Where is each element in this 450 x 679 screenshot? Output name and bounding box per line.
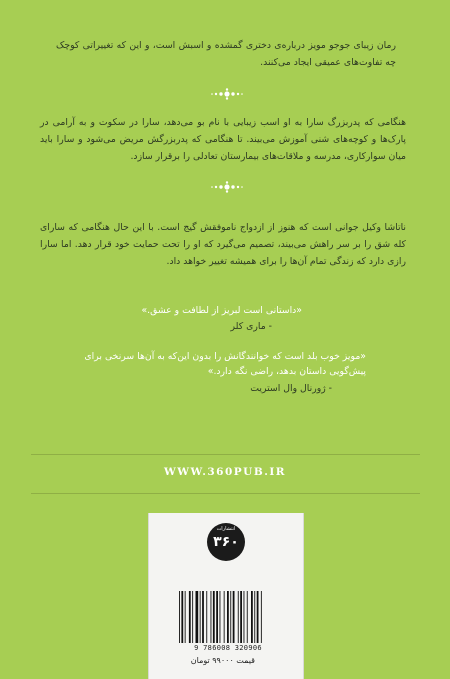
review-quote-2-author: - ژورنال وال استریت xyxy=(250,383,332,394)
synopsis-paragraph-3: ناتاشا وکیل جوانی است که هنوز از ازدواج ناموفقش گیج است. با این حال هنگامی که سارای کله شق را بر سر راهش می‌بیند، تصمیم می‌گیرد که او را تحت حمایت خود قرار دهد. اما سارا رازی دارد که زندگی تمام آن‌ها را برای همیشه تغییر خواهد داد. xyxy=(40,222,406,267)
barcode-bar xyxy=(179,591,180,643)
isbn-number: 9 786008 320906 xyxy=(194,644,262,652)
barcode-bar xyxy=(230,591,231,643)
divider-line-top xyxy=(31,454,420,455)
barcode-bar xyxy=(192,591,193,643)
barcode-bar xyxy=(233,591,235,643)
barcode-bar xyxy=(181,591,183,643)
barcode xyxy=(177,591,277,643)
barcode-bar xyxy=(189,591,191,643)
barcode-bar xyxy=(202,591,204,643)
floral-divider-icon xyxy=(210,88,244,100)
barcode-bar xyxy=(216,591,218,643)
barcode-bar xyxy=(196,591,199,643)
barcode-bar xyxy=(244,591,245,643)
barcode-bar xyxy=(224,591,225,643)
review-quote-1: «داستانی است لبریز از لطافت و عشق.» xyxy=(141,305,302,316)
barcode-bar xyxy=(211,591,212,643)
logo-number: ۳۶۰ xyxy=(213,534,239,550)
barcode-bar xyxy=(254,591,255,643)
barcode-sticker xyxy=(148,513,304,679)
barcode-bar xyxy=(185,591,186,643)
barcode-bar xyxy=(227,591,229,643)
barcode-bar xyxy=(251,591,253,643)
divider-line-bottom xyxy=(31,493,420,494)
logo-caption: انتشارات xyxy=(216,526,236,532)
barcode-bar xyxy=(206,591,207,643)
price-label: قیمت ۹۹۰۰۰ تومان xyxy=(190,656,255,665)
barcode-bar xyxy=(238,591,239,643)
synopsis-paragraph-1: رمان زیبای جوجو مویز درباره‌ی دختری گمشده و اسبش است، و این که تغییراتی کوچک چه تفاوت‌های عمیقی ایجاد می‌کنند. xyxy=(56,40,396,68)
barcode-bar xyxy=(220,591,221,643)
barcode-bar xyxy=(261,591,262,643)
publisher-website[interactable]: WWW.360PUB.IR xyxy=(163,466,287,478)
barcode-bar xyxy=(247,591,248,643)
barcode-bar xyxy=(200,591,201,643)
barcode-bar xyxy=(213,591,215,643)
barcode-bar xyxy=(240,591,242,643)
review-quote-1-author: - ماری کلر xyxy=(230,321,272,332)
barcode-bar xyxy=(257,591,259,643)
publisher-360-logo-icon xyxy=(207,523,245,561)
review-quote-2: «مویز خوب بلد است که خوانندگانش را بدون این‌که به آن‌ها سرنخی برای پیش‌گویی داستان بدهد، راضی نگه دارد.» xyxy=(84,351,366,377)
floral-divider-icon xyxy=(210,181,244,193)
synopsis-paragraph-2: هنگامی که پدربزرگ سارا به او اسب زیبایی با نام بو می‌دهد، سارا در سکوت و به آرامی در پارک‌ها و کوچه‌های شنی آموزش می‌بیند. تا هنگامی که پدربزرگش مریض می‌شود و سارا باید میان سوارکاری، مدرسه و ملاقات‌های بیمارستان تعادلی را برقرار سازد. xyxy=(40,117,406,162)
